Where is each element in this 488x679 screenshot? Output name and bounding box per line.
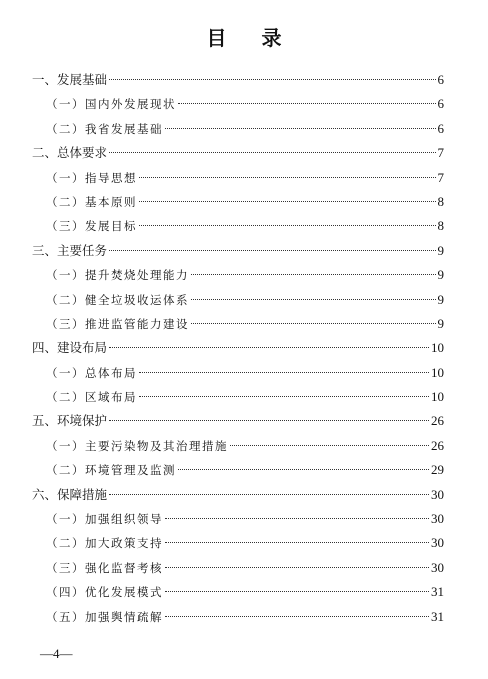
toc-subsection-entry[interactable] [32, 361, 444, 385]
toc-section-entry[interactable] [32, 239, 444, 263]
toc-section-entry[interactable] [32, 68, 444, 92]
toc-subsection-entry[interactable] [32, 507, 444, 531]
toc-entry-label: （一）总体布局 [46, 365, 137, 380]
toc-entry-page-number: 9 [437, 315, 444, 331]
toc-entry-label: （一）国内外发展现状 [46, 97, 176, 112]
dot-leader [109, 250, 435, 251]
toc-entry-label: （三）推进监管能力建设 [46, 316, 189, 331]
dot-leader [165, 616, 429, 617]
dot-leader [139, 225, 436, 226]
toc-entry-page-number: 10 [431, 389, 444, 405]
toc-entry-label: （二）环境管理及监测 [46, 463, 176, 478]
toc-entry-label: （一）指导思想 [46, 170, 137, 185]
dot-leader [165, 591, 429, 592]
toc-subsection-entry[interactable] [32, 92, 444, 116]
toc-entry-page-number: 30 [431, 559, 444, 575]
toc-section-entry[interactable] [32, 141, 444, 165]
toc-entry-page-number: 6 [437, 72, 444, 87]
toc-entry-label: 二、总体要求 [32, 145, 108, 161]
page-number: —4— [40, 646, 73, 661]
toc-entry-label: （二）健全垃圾收运体系 [46, 292, 189, 307]
toc-entry-page-number: 7 [437, 169, 444, 185]
toc-entry-label: （二）加大政策支持 [46, 536, 163, 551]
toc-entry-page-number: 30 [431, 511, 444, 527]
dot-leader [191, 323, 436, 324]
toc-subsection-entry[interactable] [32, 166, 444, 190]
toc-subsection-entry[interactable] [32, 312, 444, 336]
toc-entry-label: （一）加强组织领导 [46, 512, 163, 527]
toc-subsection-entry[interactable] [32, 385, 444, 409]
dot-leader [109, 347, 429, 348]
toc-subsection-entry[interactable] [32, 531, 444, 555]
toc-entry-label: （三）强化监督考核 [46, 560, 163, 575]
toc-section-entry[interactable] [32, 409, 444, 433]
toc-entry-page-number: 30 [431, 535, 444, 551]
toc-entry-label: 三、主要任务 [32, 242, 108, 258]
toc-entry-label: （一）主要污染物及其治理措施 [46, 438, 228, 453]
toc-entry-page-number: 8 [437, 218, 444, 234]
toc-entry-label: （四）优化发展模式 [46, 585, 163, 600]
toc-entry-label: （三）发展目标 [46, 219, 137, 234]
toc-subsection-entry[interactable] [32, 580, 444, 604]
toc-entry-page-number: 26 [431, 413, 444, 429]
toc-subsection-entry[interactable] [32, 458, 444, 482]
toc-subsection-entry[interactable] [32, 117, 444, 141]
toc-subsection-entry[interactable] [32, 288, 444, 312]
toc-subsection-entry[interactable] [32, 263, 444, 287]
dot-leader [165, 518, 429, 519]
table-of-contents [32, 68, 444, 629]
toc-subsection-entry[interactable] [32, 190, 444, 214]
dot-leader [109, 152, 435, 153]
toc-entry-page-number: 9 [437, 291, 444, 307]
dot-leader [165, 567, 429, 568]
toc-entry-page-number: 10 [431, 340, 444, 356]
dot-leader [139, 396, 429, 397]
dot-leader [109, 494, 429, 495]
toc-entry-page-number: 6 [437, 96, 444, 112]
toc-entry-page-number: 9 [437, 267, 444, 283]
toc-entry-label: （一）提升焚烧处理能力 [46, 268, 189, 283]
toc-entry-page-number: 8 [437, 193, 444, 209]
toc-entry-page-number: 30 [431, 486, 444, 502]
dot-leader [139, 177, 436, 178]
dot-leader [191, 274, 436, 275]
page-title: 目 录 [206, 26, 296, 50]
toc-entry-label: 一、发展基础 [32, 72, 108, 87]
toc-entry-label: （二）区域布局 [46, 390, 137, 405]
dot-leader [165, 128, 436, 129]
toc-entry-page-number: 31 [431, 584, 444, 600]
dot-leader [165, 542, 429, 543]
toc-entry-page-number: 26 [431, 437, 444, 453]
dot-leader [109, 420, 429, 421]
toc-entry-page-number: 31 [431, 608, 444, 624]
toc-subsection-entry[interactable] [32, 434, 444, 458]
toc-entry-page-number: 9 [437, 242, 444, 258]
toc-entry-page-number: 6 [437, 120, 444, 136]
dot-leader [139, 201, 436, 202]
toc-entry-page-number: 29 [431, 462, 444, 478]
toc-section-entry[interactable] [32, 336, 444, 360]
toc-entry-page-number: 7 [437, 145, 444, 161]
toc-entry-page-number: 10 [431, 364, 444, 380]
dot-leader [178, 103, 436, 104]
toc-entry-label: （二）我省发展基础 [46, 121, 163, 136]
toc-entry-label: 五、环境保护 [32, 413, 108, 429]
toc-entry-label: （二）基本原则 [46, 194, 137, 209]
toc-section-entry[interactable] [32, 483, 444, 507]
toc-entry-label: 六、保障措施 [32, 486, 108, 502]
dot-leader [139, 372, 429, 373]
toc-subsection-entry[interactable] [32, 605, 444, 629]
toc-subsection-entry[interactable] [32, 214, 444, 238]
toc-subsection-entry[interactable] [32, 556, 444, 580]
dot-leader [178, 469, 429, 470]
dot-leader [230, 445, 429, 446]
toc-entry-label: 四、建设布局 [32, 340, 108, 356]
toc-entry-label: （五）加强舆情疏解 [46, 609, 163, 624]
dot-leader [109, 79, 435, 80]
dot-leader [191, 299, 436, 300]
